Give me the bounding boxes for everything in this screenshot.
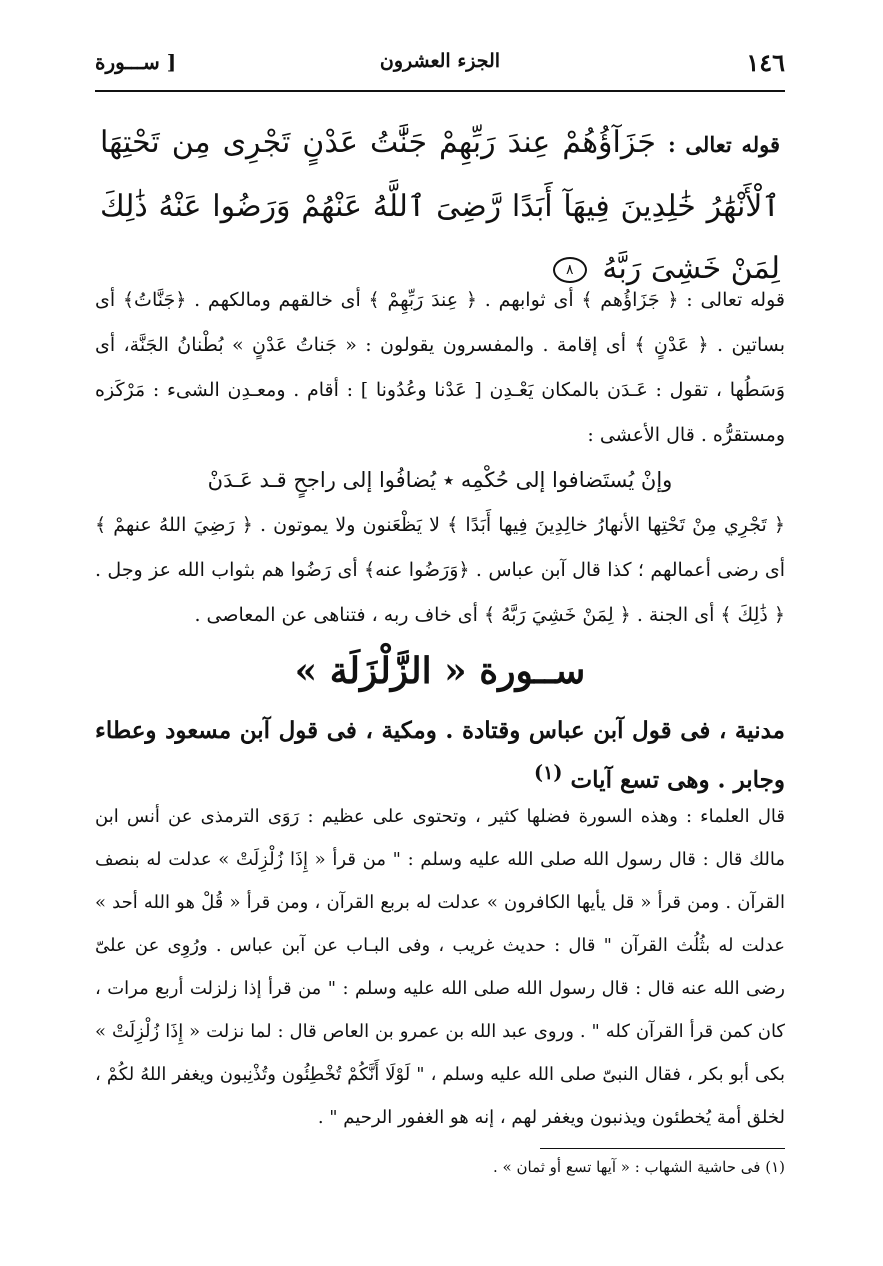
commentary-paragraph: قوله تعالى : ﴿ جَزَاؤُهم ﴾ أى ثوابهم . ﴿ عِندَ رَبِّهِمْ ﴾ أى خالقهم ومالكهم . ﴿جَنَّاتُ﴾ أى بساتين . ﴿ عَدْنٍ ﴾ أى إقامة . والمفسرون يقولون : « جَناتُ عَدْنٍ » بُطْنانُ الجَنَّة، أى وَسَطُها ، تقول : عَـدَن بالمكان يَعْـدِن [ عَدْنا وعُدُونا ] : أقام . ومعـدِن الشىء : مَرْكَزه ومستقرُّه . قال الأعشى : bbox=[95, 289, 785, 446]
commentary-block bbox=[95, 278, 785, 638]
page-header bbox=[95, 40, 785, 80]
running-title: الجزء العشرون bbox=[379, 50, 501, 72]
surah-intro bbox=[95, 710, 785, 802]
ayah-number-marker: ٨ bbox=[553, 257, 587, 283]
page-number: ١٤٦ bbox=[746, 48, 785, 77]
poem-verse: وإنْ يُستَضافوا إلى حُكْمِه ٭ يُضافُوا إلى راجحٍ قـد عَـدَنْ bbox=[207, 468, 673, 492]
verse-label: قوله تعالى : bbox=[667, 132, 780, 157]
footnote-mark: (١) bbox=[534, 761, 563, 784]
header-rule bbox=[95, 90, 785, 92]
footnote-rule bbox=[540, 1148, 785, 1149]
quran-verse-block bbox=[100, 112, 780, 300]
hadith-paragraph: قال العلماء : وهذه السورة فضلها كثير ، وتحتوى على عظيم : رَوَى الترمذى عن أنس ابن مالك قال : قال رسول الله صلى الله عليه وسلم : " من قرأ « إِذَا زُلْزِلَتْ » عدلت له بنصف القرآن . ومن قرأ « قل يأيها الكافرون » عدلت له بربع القرآن ، ومن قرأ « قُلْ هو الله أحد » عدلت له بثُلُث القرآن " قال : حديث غريب ، وفى البـاب عن آبن عباس . ورُوِى عن علىّ رضى الله عنه قال : قال رسول الله صلى الله عليه وسلم : " من قرأ إذا زلزلت أربع مرات ، كان كمن قرأ القرآن كله " . وروى عبد الله بن عمرو بن العاص قال : لما نزلت « إِذَا زُلْزِلَتْ » بكى أبو بكر ، فقال النبىّ صلى الله عليه وسلم ، " لَوْلَا أَنَّكُمْ تُخْطِئُون وتُذْنِبون ويغفر اللهُ لكُمْ ، لخلق أمة يُخطئون ويذنبون ويغفر لهم ، إنه هو الغفور الرحيم " . bbox=[95, 806, 785, 1128]
surah-header-label: [ ســـورة bbox=[95, 50, 177, 74]
footnote: (١) فى حاشية الشهاب : « آيها تسع أو ثمان » . bbox=[493, 1158, 785, 1176]
surah-title: ســورة « الزَّلْزَلَة » bbox=[294, 650, 586, 692]
verse-text: جَزَآؤُهُمْ عِندَ رَبِّهِمْ جَنَّٰتُ عَدْنٍ تَجْرِى مِن تَحْتِهَا ٱلْأَنْهَٰرُ خَٰلِدِينَ فِيهَآ أَبَدًا رَّضِىَ ٱللَّهُ عَنْهُمْ وَرَضُوا عَنْهُ ذَٰلِكَ لِمَنْ خَشِىَ رَبَّهُ bbox=[100, 125, 780, 286]
hadith-block bbox=[95, 795, 785, 1139]
surah-intro-text: مدنية ، فى قول آبن عباس وقتادة . ومكية ، فى قول آبن مسعود وعطاء وجابر . وهى تسع آيات bbox=[95, 717, 785, 794]
commentary-paragraph: ﴿ تَجْرِي مِنْ تَحْتِها الأنهارُ خالِدِينَ فِيها أَبَدًا ﴾ لا يَظْعَنون ولا يموتون . ﴿ رَضِيَ اللهُ عنهمْ ﴾ أى رضى أعمالهم ؛ كذا قال آبن عباس . ﴿وَرَضُوا عنه﴾ أى رَضُوا هم بثواب الله عز وجل . ﴿ ذَٰلِكَ ﴾ أى الجنة . ﴿ لِمَنْ خَشِيَ رَبَّهُ ﴾ أى خاف ربه ، فتناهى عن المعاصى . bbox=[95, 514, 785, 626]
